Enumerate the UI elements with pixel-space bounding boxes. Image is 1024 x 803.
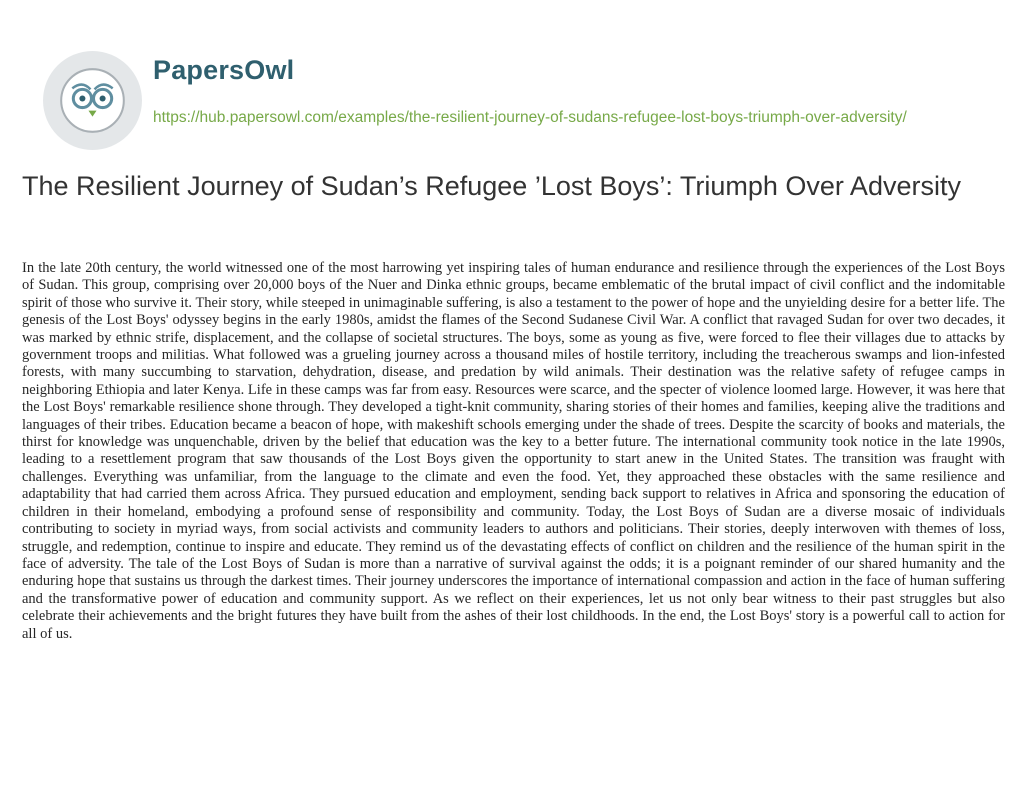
source-url-link[interactable]: https://hub.papersowl.com/examples/the-resilient-journey-of-sudans-refugee-lost-boys-triumph-over-adversity/: [153, 109, 907, 126]
brand-name: PapersOwl: [153, 55, 295, 85]
header: [42, 50, 1002, 160]
owl-logo-icon: [42, 50, 143, 151]
essay-title: The Resilient Journey of Sudan’s Refugee ’Lost Boys’: Triumph Over Adversity: [22, 171, 961, 201]
essay-body: In the late 20th century, the world witnessed one of the most harrowing yet inspiring tales of human endurance and resilience through the experiences of the Lost Boys of Sudan. This group, comprising over 20,000 boys of the Nuer and Dinka ethnic groups, became emblematic of the brutal impact of civil conflict and the indomitable spirit of those who survive it. Their story, while steeped in unimaginable suffering, is also a testament to the power of hope and the unyielding desire for a better life. The genesis of the Lost Boys' odyssey begins in the early 1980s, amidst the flames of the Second Sudanese Civil War. A conflict that ravaged Sudan for over two decades, it was marked by ethnic strife, displacement, and the collapse of societal structures. The boys, some as young as five, were forced to flee their villages due to attacks by government troops and militias. What followed was a grueling journey across a thousand miles of hostile territory, including the treacherous swamps and lion-infested forests, with many succumbing to starvation, dehydration, disease, and predation by wild animals. Their destination was the relative safety of refugee camps in neighboring Ethiopia and later Kenya. Life in these camps was far from easy. Resources were scarce, and the specter of violence loomed large. However, it was here that the Lost Boys' remarkable resilience shone through. They developed a tight-knit community, sharing stories of their homes and families, keeping alive the traditions and languages of their tribes. Education became a beacon of hope, with makeshift schools emerging under the shade of trees. Despite the scarcity of books and materials, the thirst for knowledge was unquenchable, driven by the belief that education was the key to a better future. The international community took notice in the late 1990s, leading to a resettlement program that saw thousands of the Lost Boys given the opportunity to start anew in the United States. The transition was fraught with challenges. Everything was unfamiliar, from the language to the climate and even the food. Yet, they approached these obstacles with the same resilience and adaptability that had carried them across Africa. They pursued education and employment, sending back support to relatives in Africa and sponsoring the education of children in their homeland, embodying a profound sense of responsibility and community. Today, the Lost Boys of Sudan are a diverse mosaic of individuals contributing to society in myriad ways, from social activists and community leaders to authors and politicians. Their stories, deeply interwoven with themes of loss, struggle, and redemption, continue to inspire and educate. They remind us of the devastating effects of conflict on children and the resilience of the human spirit in the face of adversity. The tale of the Lost Boys of Sudan is more than a narrative of survival against the odds; it is a poignant reminder of our shared humanity and the enduring hope that sustains us through the darkest times. Their journey underscores the importance of international compassion and action in the face of human suffering and the transformative power of education and community support. As we reflect on their experiences, let us not only bear witness to their past struggles but also celebrate their achievements and the bright futures they have built from the ashes of their lost childhoods. In the end, the Lost Boys' story is a powerful call to action for all of us.: [22, 260, 1005, 642]
